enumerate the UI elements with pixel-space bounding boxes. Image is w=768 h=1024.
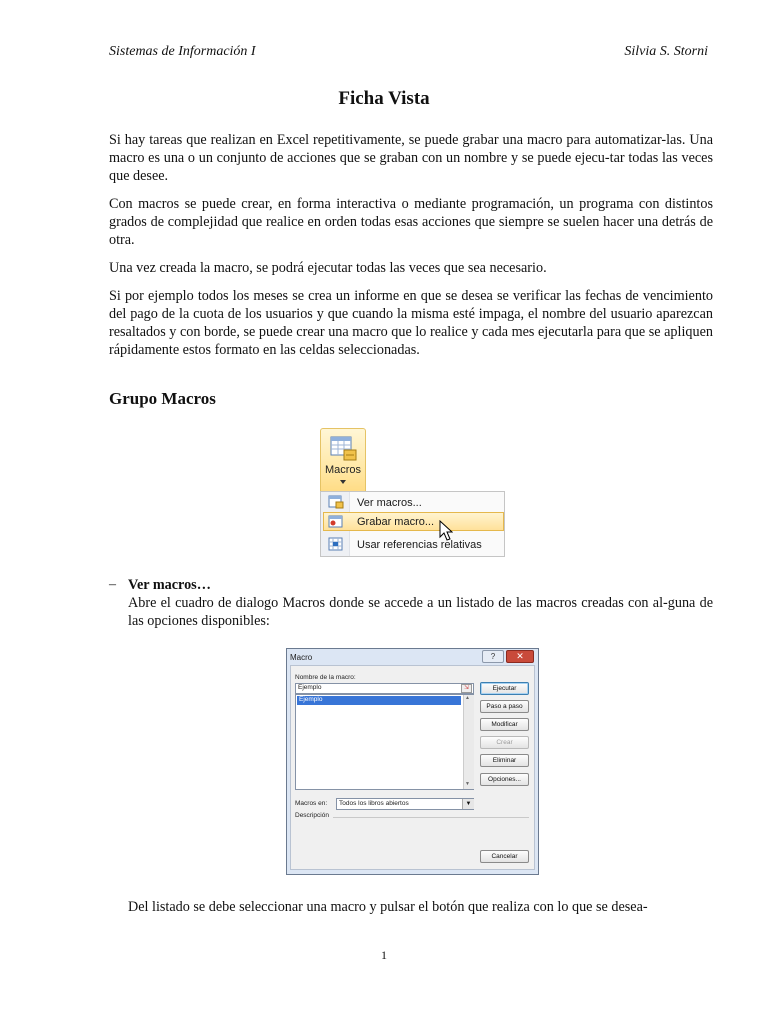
- bullet-heading: Ver macros…: [128, 577, 211, 593]
- paragraph-4: Si por ejemplo todos los meses se crea un informe en que se desea se verificar las fechas de vencimiento del pago de la cuota de los usuarios y que cuando la misma esté impaga, el nombre del usuario aparezcan resaltados y con borde, se puede crear una macro que lo realice y cada mes ejecutarla para que se apliquen rápidamente estos formato en las celdas seleccionadas.: [109, 288, 713, 358]
- menu-item-ver-macros[interactable]: Ver macros...: [357, 497, 422, 509]
- options-button[interactable]: Opciones...: [480, 773, 529, 786]
- dialog-title: Macro: [290, 653, 313, 662]
- menu-item-usar-referencias-relativas[interactable]: Usar referencias relativas: [357, 539, 482, 551]
- run-button[interactable]: Ejecutar: [480, 682, 529, 695]
- collapse-dialog-icon[interactable]: ⇲: [461, 684, 472, 693]
- description-label: Descripción: [295, 812, 329, 819]
- paragraph-1: Si hay tareas que realizan en Excel repetitivamente, se puede grabar una macro para automatizar-las. Una macro es una o un conjunto de acciones que se graban con un nombre y se puede ejecu-tar todas las veces que desee.: [109, 132, 713, 184]
- step-into-button[interactable]: Paso a paso: [480, 700, 529, 713]
- macros-in-value: Todos los libros abiertos: [339, 800, 409, 807]
- macro-list-scrollbar[interactable]: [463, 695, 474, 789]
- header-right: Silvia S. Storni: [624, 44, 708, 59]
- cancel-button[interactable]: Cancelar: [480, 850, 529, 863]
- bullet-text: Abre el cuadro de dialogo Macros donde se accede a un listado de las macros creadas con al-guna de las opciones disponibles:: [128, 595, 713, 629]
- edit-button[interactable]: Modificar: [480, 718, 529, 731]
- view-macros-icon: [328, 495, 344, 509]
- page-number: 1: [381, 948, 387, 962]
- page-title: Ficha Vista: [338, 88, 430, 109]
- close-button[interactable]: ✕: [506, 650, 534, 663]
- macro-list-item[interactable]: Ejemplo: [299, 696, 323, 703]
- macros-ribbon-label: Macros: [324, 464, 362, 476]
- scroll-up-icon[interactable]: ▲: [465, 696, 470, 701]
- macro-name-input[interactable]: [295, 683, 474, 694]
- paragraph-2: Con macros se puede crear, en forma interactiva o mediante programación, un programa con distintos grados de complejidad que realice en orden todas esas acciones que siempre se suelen hacer una detrás de otra.: [109, 196, 713, 248]
- scroll-down-icon[interactable]: ▼: [465, 782, 470, 787]
- section-heading: Grupo Macros: [109, 389, 216, 408]
- relative-references-icon: [328, 537, 344, 551]
- delete-button[interactable]: Eliminar: [480, 754, 529, 767]
- menu-item-grabar-macro[interactable]: Grabar macro...: [357, 516, 435, 528]
- closing-paragraph: Del listado se debe seleccionar una macro y pulsar el botón que realiza con lo que se desea-: [128, 899, 648, 915]
- header-left: Sistemas de Información I: [109, 44, 256, 59]
- macro-name-label: Nombre de la macro:: [295, 674, 356, 681]
- select-chevron-down-icon[interactable]: ▼: [462, 799, 474, 809]
- help-button[interactable]: ?: [482, 650, 504, 663]
- macros-sheet-icon: [330, 436, 358, 462]
- bullet-marker: –: [109, 577, 116, 592]
- create-button[interactable]: Crear: [480, 736, 529, 749]
- description-divider: [333, 817, 529, 818]
- paragraph-3: Una vez creada la macro, se podrá ejecutar todas las veces que sea necesario.: [109, 260, 547, 276]
- macro-list[interactable]: [295, 694, 474, 790]
- record-macro-icon: [328, 515, 344, 529]
- chevron-down-icon: [339, 479, 347, 485]
- macros-in-label: Macros en:: [295, 800, 328, 807]
- macro-name-value: Ejemplo: [298, 684, 322, 691]
